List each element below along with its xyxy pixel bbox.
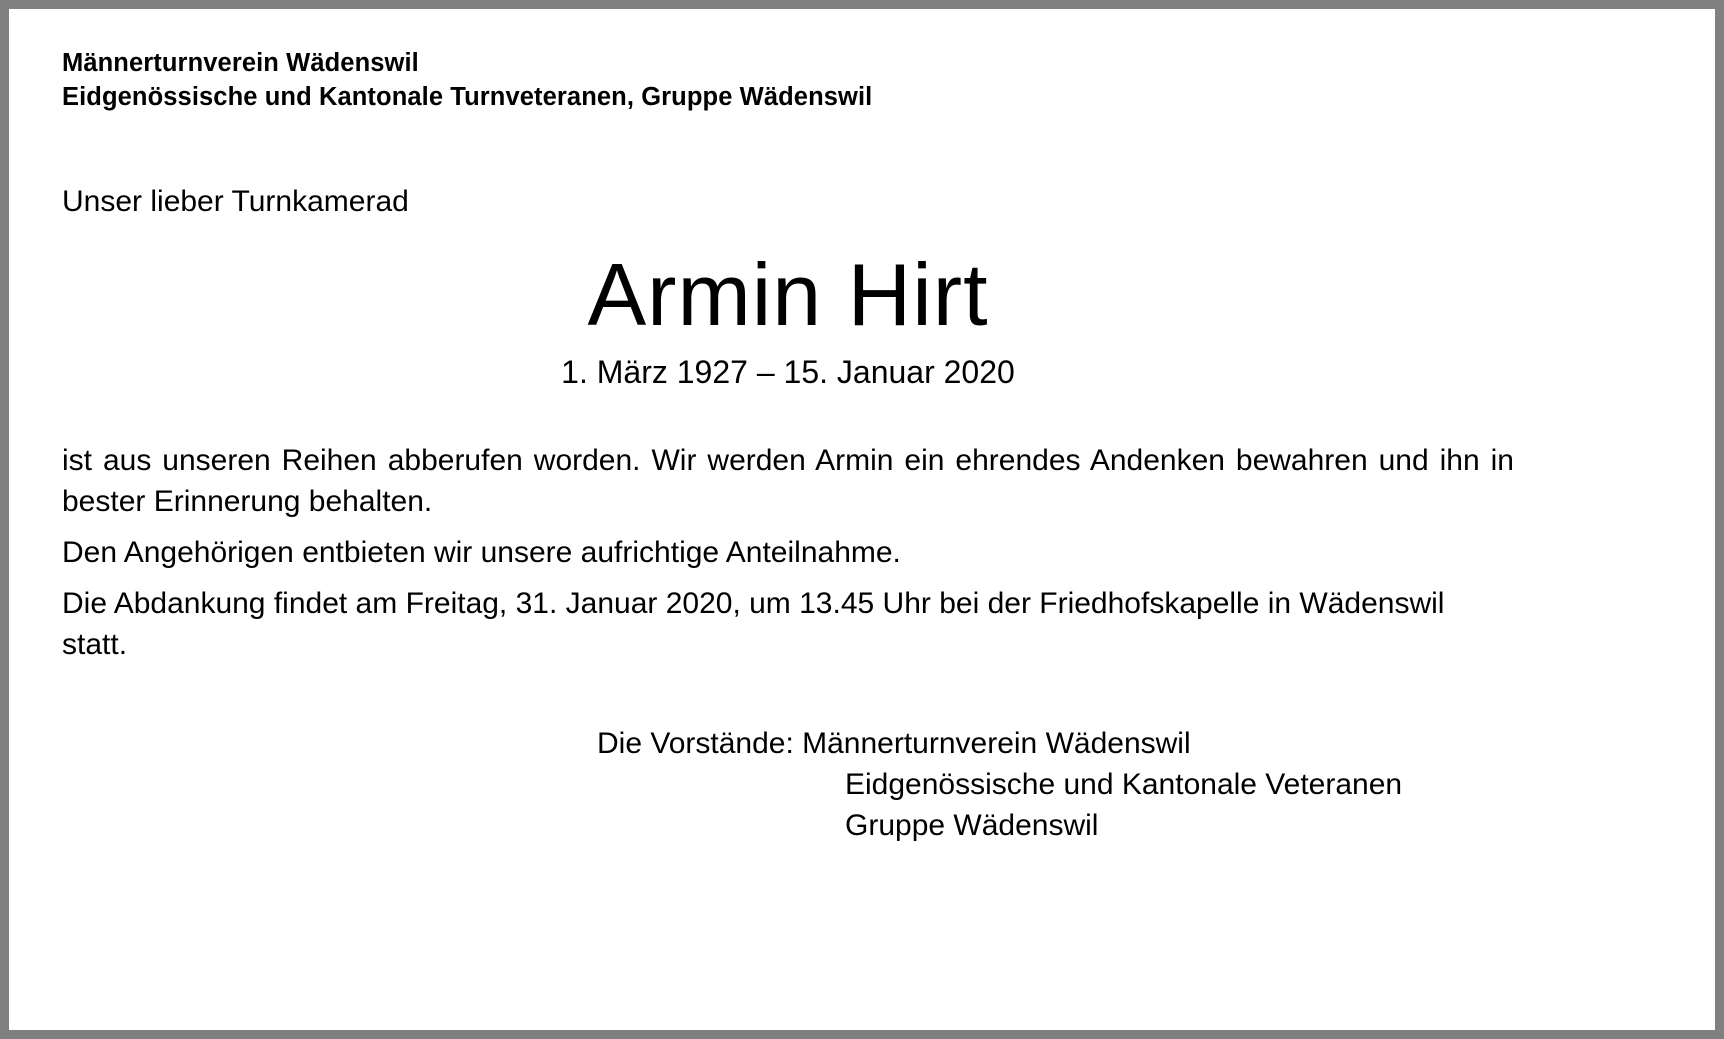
paragraph-1: ist aus unseren Reihen abberufen worden. Wir werden Armin ein ehrendes Andenken bewahren und ihn in bester Erinnerung behalten. [62,444,1514,518]
intro-text: Unser lieber Turnkamerad [62,185,409,218]
signature-block [62,723,1514,846]
organization-line-1: Männerturnverein Wädenswil [62,49,419,77]
life-dates: 1. März 1927 – 15. Januar 2020 [561,354,1015,390]
organization-header [62,46,1514,114]
paragraph-3: Die Abdankung findet am Freitag, 31. Januar 2020, um 13.45 Uhr bei der Friedhofskapelle in Wädenswil statt. [62,587,1445,661]
signature-lead: Die Vorstände: Männerturnverein Wädenswil [597,727,1191,760]
signature-line-1: Eidgenössische und Kantonale Veteranen [845,768,1403,801]
deceased-block [62,245,1514,392]
body-text [62,440,1514,665]
signature-line-2: Gruppe Wädenswil [845,809,1099,842]
deceased-name: Armin Hirt [587,245,989,344]
notice-content [62,46,1514,846]
paragraph-2: Den Angehörigen entbieten wir unsere aufrichtige Anteilnahme. [62,536,901,569]
organization-line-2: Eidgenössische und Kantonale Turnveteranen, Gruppe Wädenswil [62,83,873,111]
